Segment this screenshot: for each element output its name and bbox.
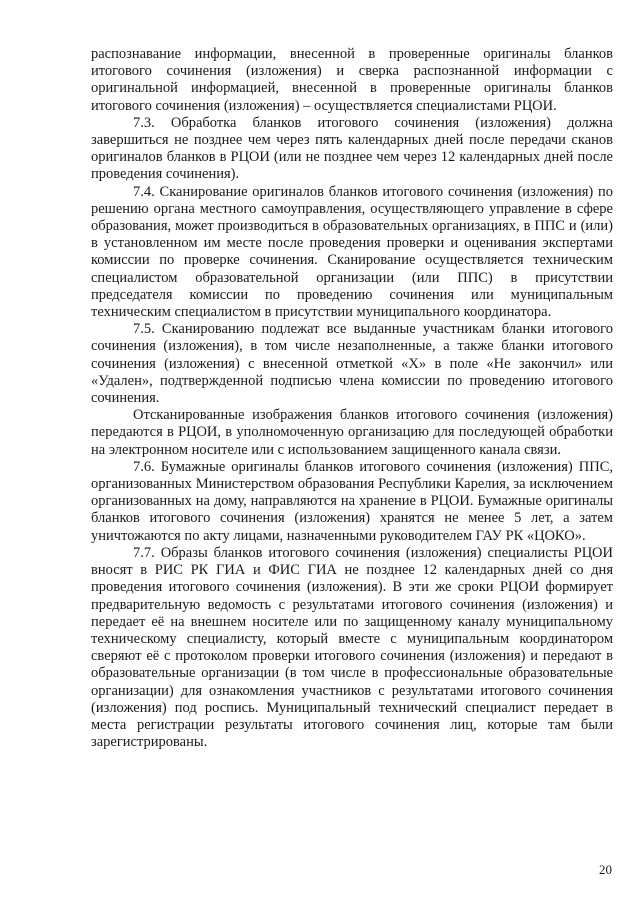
paragraph-7-7: 7.7. Образы бланков итогового сочинения (изложения) специалисты РЦОИ вносят в РИС РК ГИА и ФИС ГИА не позднее 12 календарных дней со дня проведения итогового сочинения (изложения). В эти же сроки РЦОИ формирует предварительную ведомость с результатами итогового сочинения (изложения) и передает её на внешнем носителе или по защищенному каналу муниципальному техническому специалисту, который вместе с муниципальным координатором сверяют её с протоколом проверки итогового сочинения (изложения) и передают в образовательные организации (в том числе в профессиональные образовательные организации) для ознакомления участников с результатами итогового сочинения (изложения) под роспись. Муниципальный технический специалист передает в места регистрации результаты итогового сочинения лиц, которые там были зарегистрированы. [91,544,613,751]
page-number: 20 [599,862,612,877]
paragraph-continuation: распознавание информации, внесенной в проверенные оригиналы бланков итогового сочинения (изложения) и сверка распознанной информации с оригинальной информацией, внесенной в проверенные оригиналы бланков итогового сочинения (изложения) – осуществляется специалистами РЦОИ. [91,46,613,114]
paragraph-7-3: 7.3. Обработка бланков итогового сочинения (изложения) должна завершиться не позднее чем через пять календарных дней после передачи сканов оригиналов бланков в РЦОИ (или не позднее чем через 12 календарных дней после проведения сочинения). [91,114,613,183]
paragraph-7-6: 7.6. Бумажные оригиналы бланков итогового сочинения (изложения) ППС, организованных Министерством образования Республики Карелия, за исключением организованных на дому, направляются на хранение в РЦОИ. Бумажные оригиналы бланков итогового сочинения (изложения) хранятся не менее 5 лет, а затем уничтожаются по акту лицами, назначенными руководителем ГАУ РК «ЦОКО». [91,458,613,544]
document-body [91,46,613,751]
paragraph-7-4: 7.4. Сканирование оригиналов бланков итогового сочинения (изложения) по решению органа местного самоуправления, осуществляющего управление в сфере образования, может производиться в образовательных организациях, в ППС и (или) в установленном им месте после проведения проверки и оценивания экспертами комиссии по проверке сочинения. Сканирование осуществляется техническим специалистом образовательной организации (или ППС) в присутствии председателя комиссии по проведению сочинения или муниципальным техническим специалистом в присутствии муниципального координатора. [91,183,613,321]
paragraph-scanned-images: Отсканированные изображения бланков итогового сочинения (изложения) передаются в РЦОИ, в уполномоченную организацию для последующей обработки на электронном носителе или с использованием защищенного канала связи. [91,407,613,458]
paragraph-7-5: 7.5. Сканированию подлежат все выданные участникам бланки итогового сочинения (изложения), в том числе незаполненные, а также бланки итогового сочинения (изложения) с внесенной отметкой «Х» в поле «Не закончил» или «Удален», подтвержденной подписью члена комиссии по проведению итогового сочинения. [91,321,613,407]
